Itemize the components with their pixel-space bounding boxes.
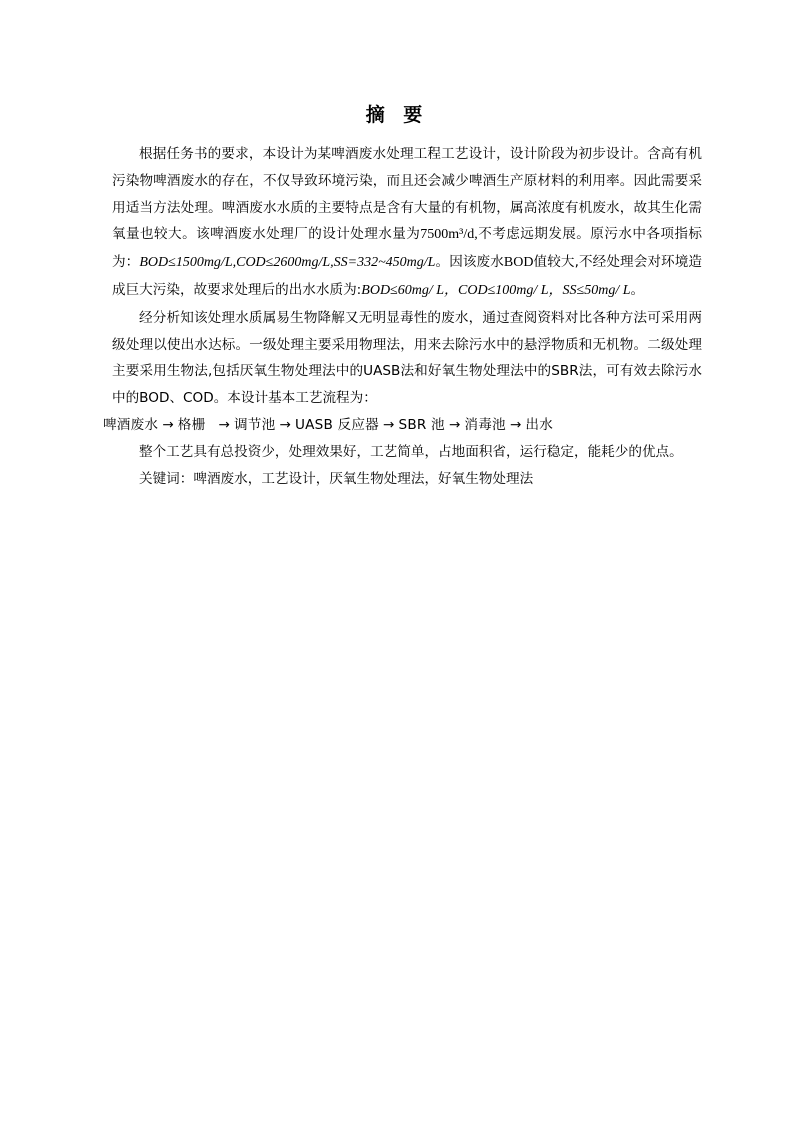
bod-label: BOD xyxy=(503,255,534,271)
arrow-right-icon: → xyxy=(382,416,395,433)
raw-water-quality: BOD≤1500mg/L,COD≤2600mg/L,SS=332~450mg/L xyxy=(139,255,436,271)
arrow-right-icon: → xyxy=(218,416,231,433)
arrow-right-icon: → xyxy=(448,416,461,433)
flow-step-uasb-reactor: UASB 反应器 xyxy=(295,416,379,433)
flow-step-screen: 格栅 xyxy=(177,416,206,433)
abstract-body xyxy=(103,141,702,492)
design-flow-value: 7500m³/d, xyxy=(420,227,478,243)
flow-step-wastewater: 啤酒废水 xyxy=(103,416,159,433)
p1-text-2: 不考虑远期发展。原污水中各项指标为： xyxy=(112,226,702,271)
flow-step-disinfection-tank: 消毒池 xyxy=(464,416,506,433)
effluent-quality: BOD≤60mg/ L，COD≤100mg/ L，SS≤50mg/ L xyxy=(361,282,631,298)
arrow-right-icon: → xyxy=(279,416,291,433)
flow-step-equalization-tank: 调节池 xyxy=(234,416,276,433)
paragraph-2: 经分析知该处理水质属易生物降解又无明显毒性的废水，通过查阅资料对比各种方法可采用两级处理以使出水达标。一级处理主要采用物理法，用来去除污水中的悬浮物质和无机物。二级处理主要采用生物法,包括厌氧生物处理法中的UASB法和好氧生物处理法中的SBR法，可有效去除污水中的BOD、COD。本设计基本工艺流程为： xyxy=(112,309,702,407)
flow-step-effluent: 出水 xyxy=(525,416,553,433)
abstract-title: 摘 要 xyxy=(365,104,429,126)
arrow-right-icon: → xyxy=(162,416,174,433)
keywords: 关键词：啤酒废水，工艺设计，厌氧生物处理法，好氧生物处理法 xyxy=(139,470,534,487)
process-flow xyxy=(103,412,702,439)
p1-text-1: 根据任务书的要求，本设计为某啤酒废水处理工程工艺设计，设计阶段为初步设计。含高有机污染物啤酒废水的存在，不仅导致环境污染，而且还会减少啤酒生产原材料的利用率。因此需要采用适当方法处理。啤酒废水水质的主要特点是含有大量的有机物，属高浓度有机废水，故其生化需氧量也较大。该啤酒废水处理厂的设计处理水量为 xyxy=(112,146,702,243)
paragraph-1 xyxy=(112,141,702,305)
flow-step-sbr-tank: SBR 池 xyxy=(398,416,445,433)
arrow-right-icon: → xyxy=(509,416,522,433)
p1-text-4: 值较大,不经处理会对环境造成巨大污染，故要求处理后的出水水质为: xyxy=(112,254,702,298)
paragraph-3: 整个工艺具有总投资少，处理效果好，工艺简单，占地面积省，运行稳定，能耗少的优点。 xyxy=(139,443,683,460)
p1-text-3: 。因该废水 xyxy=(435,254,504,271)
p1-text-5: 。 xyxy=(630,281,645,298)
